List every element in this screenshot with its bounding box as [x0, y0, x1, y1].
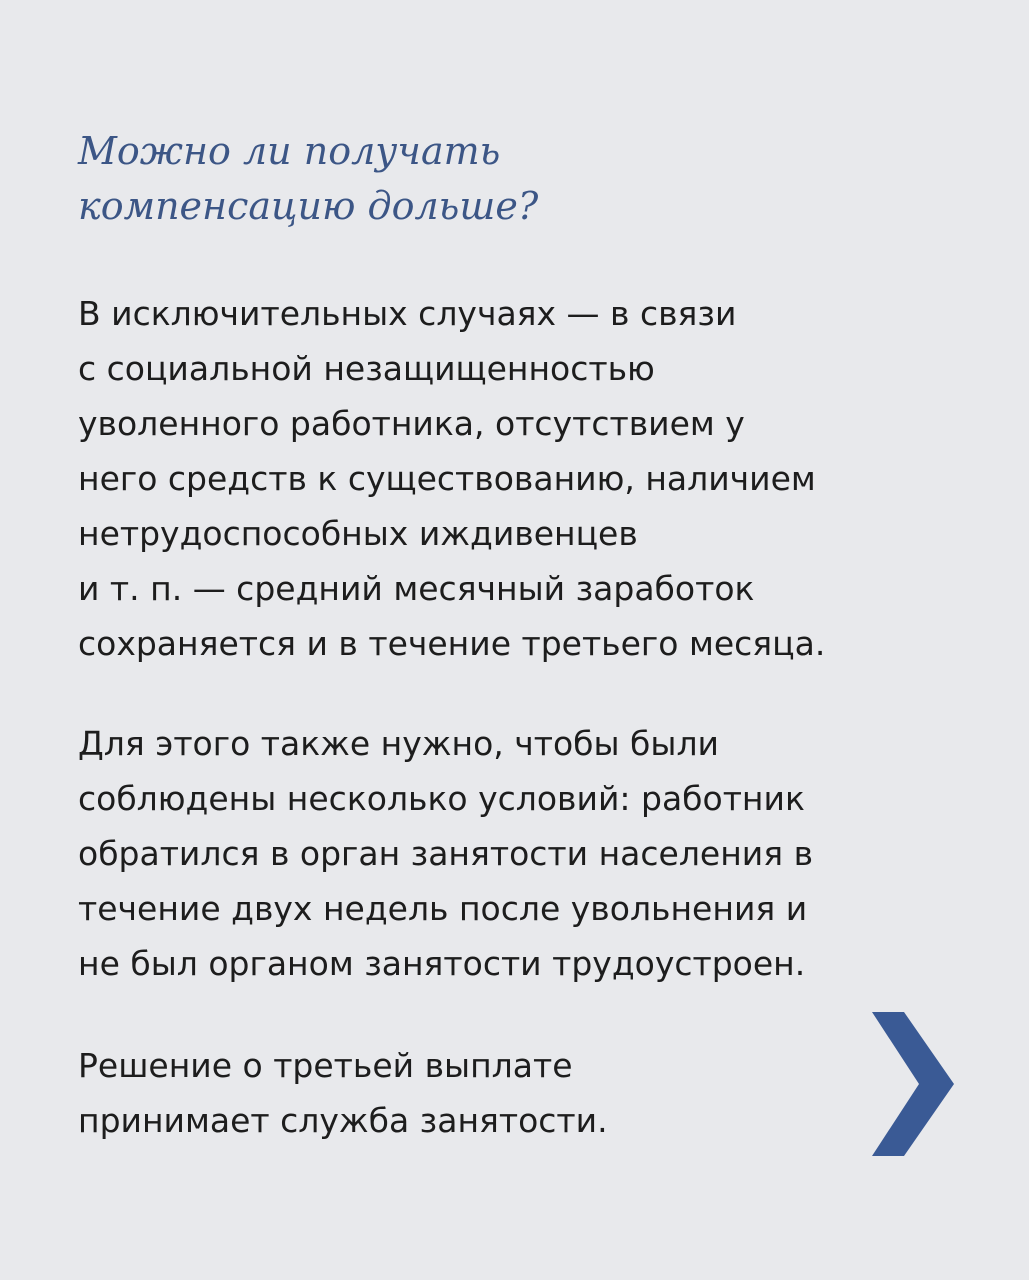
- text-line: обратился в орган занятости населения в: [78, 834, 814, 873]
- text-line: течение двух недель после увольнения и: [78, 889, 808, 928]
- text-line: нетрудоспособных иждивенцев: [78, 514, 638, 553]
- title-line: Можно ли получать: [78, 129, 501, 173]
- text-line: с социальной незащищенностью: [78, 349, 655, 388]
- text-line: соблюдены несколько условий: работник: [78, 779, 805, 818]
- paragraph-conditions: [78, 716, 813, 991]
- next-slide-button[interactable]: [872, 1012, 954, 1156]
- paragraph-decision: [78, 1038, 608, 1148]
- text-line: Для этого также нужно, чтобы были: [78, 724, 719, 763]
- text-line: В исключительных случаях — в связи: [78, 294, 737, 333]
- text-line: него средств к существованию, наличием: [78, 459, 816, 498]
- text-line: принимает служба занятости.: [78, 1101, 608, 1140]
- paragraph-exceptional-cases: [78, 286, 825, 671]
- text-line: уволенного работника, отсутствием у: [78, 404, 745, 443]
- title-line: компенсацию дольше?: [78, 184, 539, 228]
- text-line: Решение о третьей выплате: [78, 1046, 573, 1085]
- page-title: [78, 124, 538, 234]
- chevron-right-icon: [872, 1012, 954, 1156]
- text-line: и т. п. — средний месячный заработок: [78, 569, 755, 608]
- text-line: не был органом занятости трудоустроен.: [78, 944, 806, 983]
- text-line: сохраняется и в течение третьего месяца.: [78, 624, 826, 663]
